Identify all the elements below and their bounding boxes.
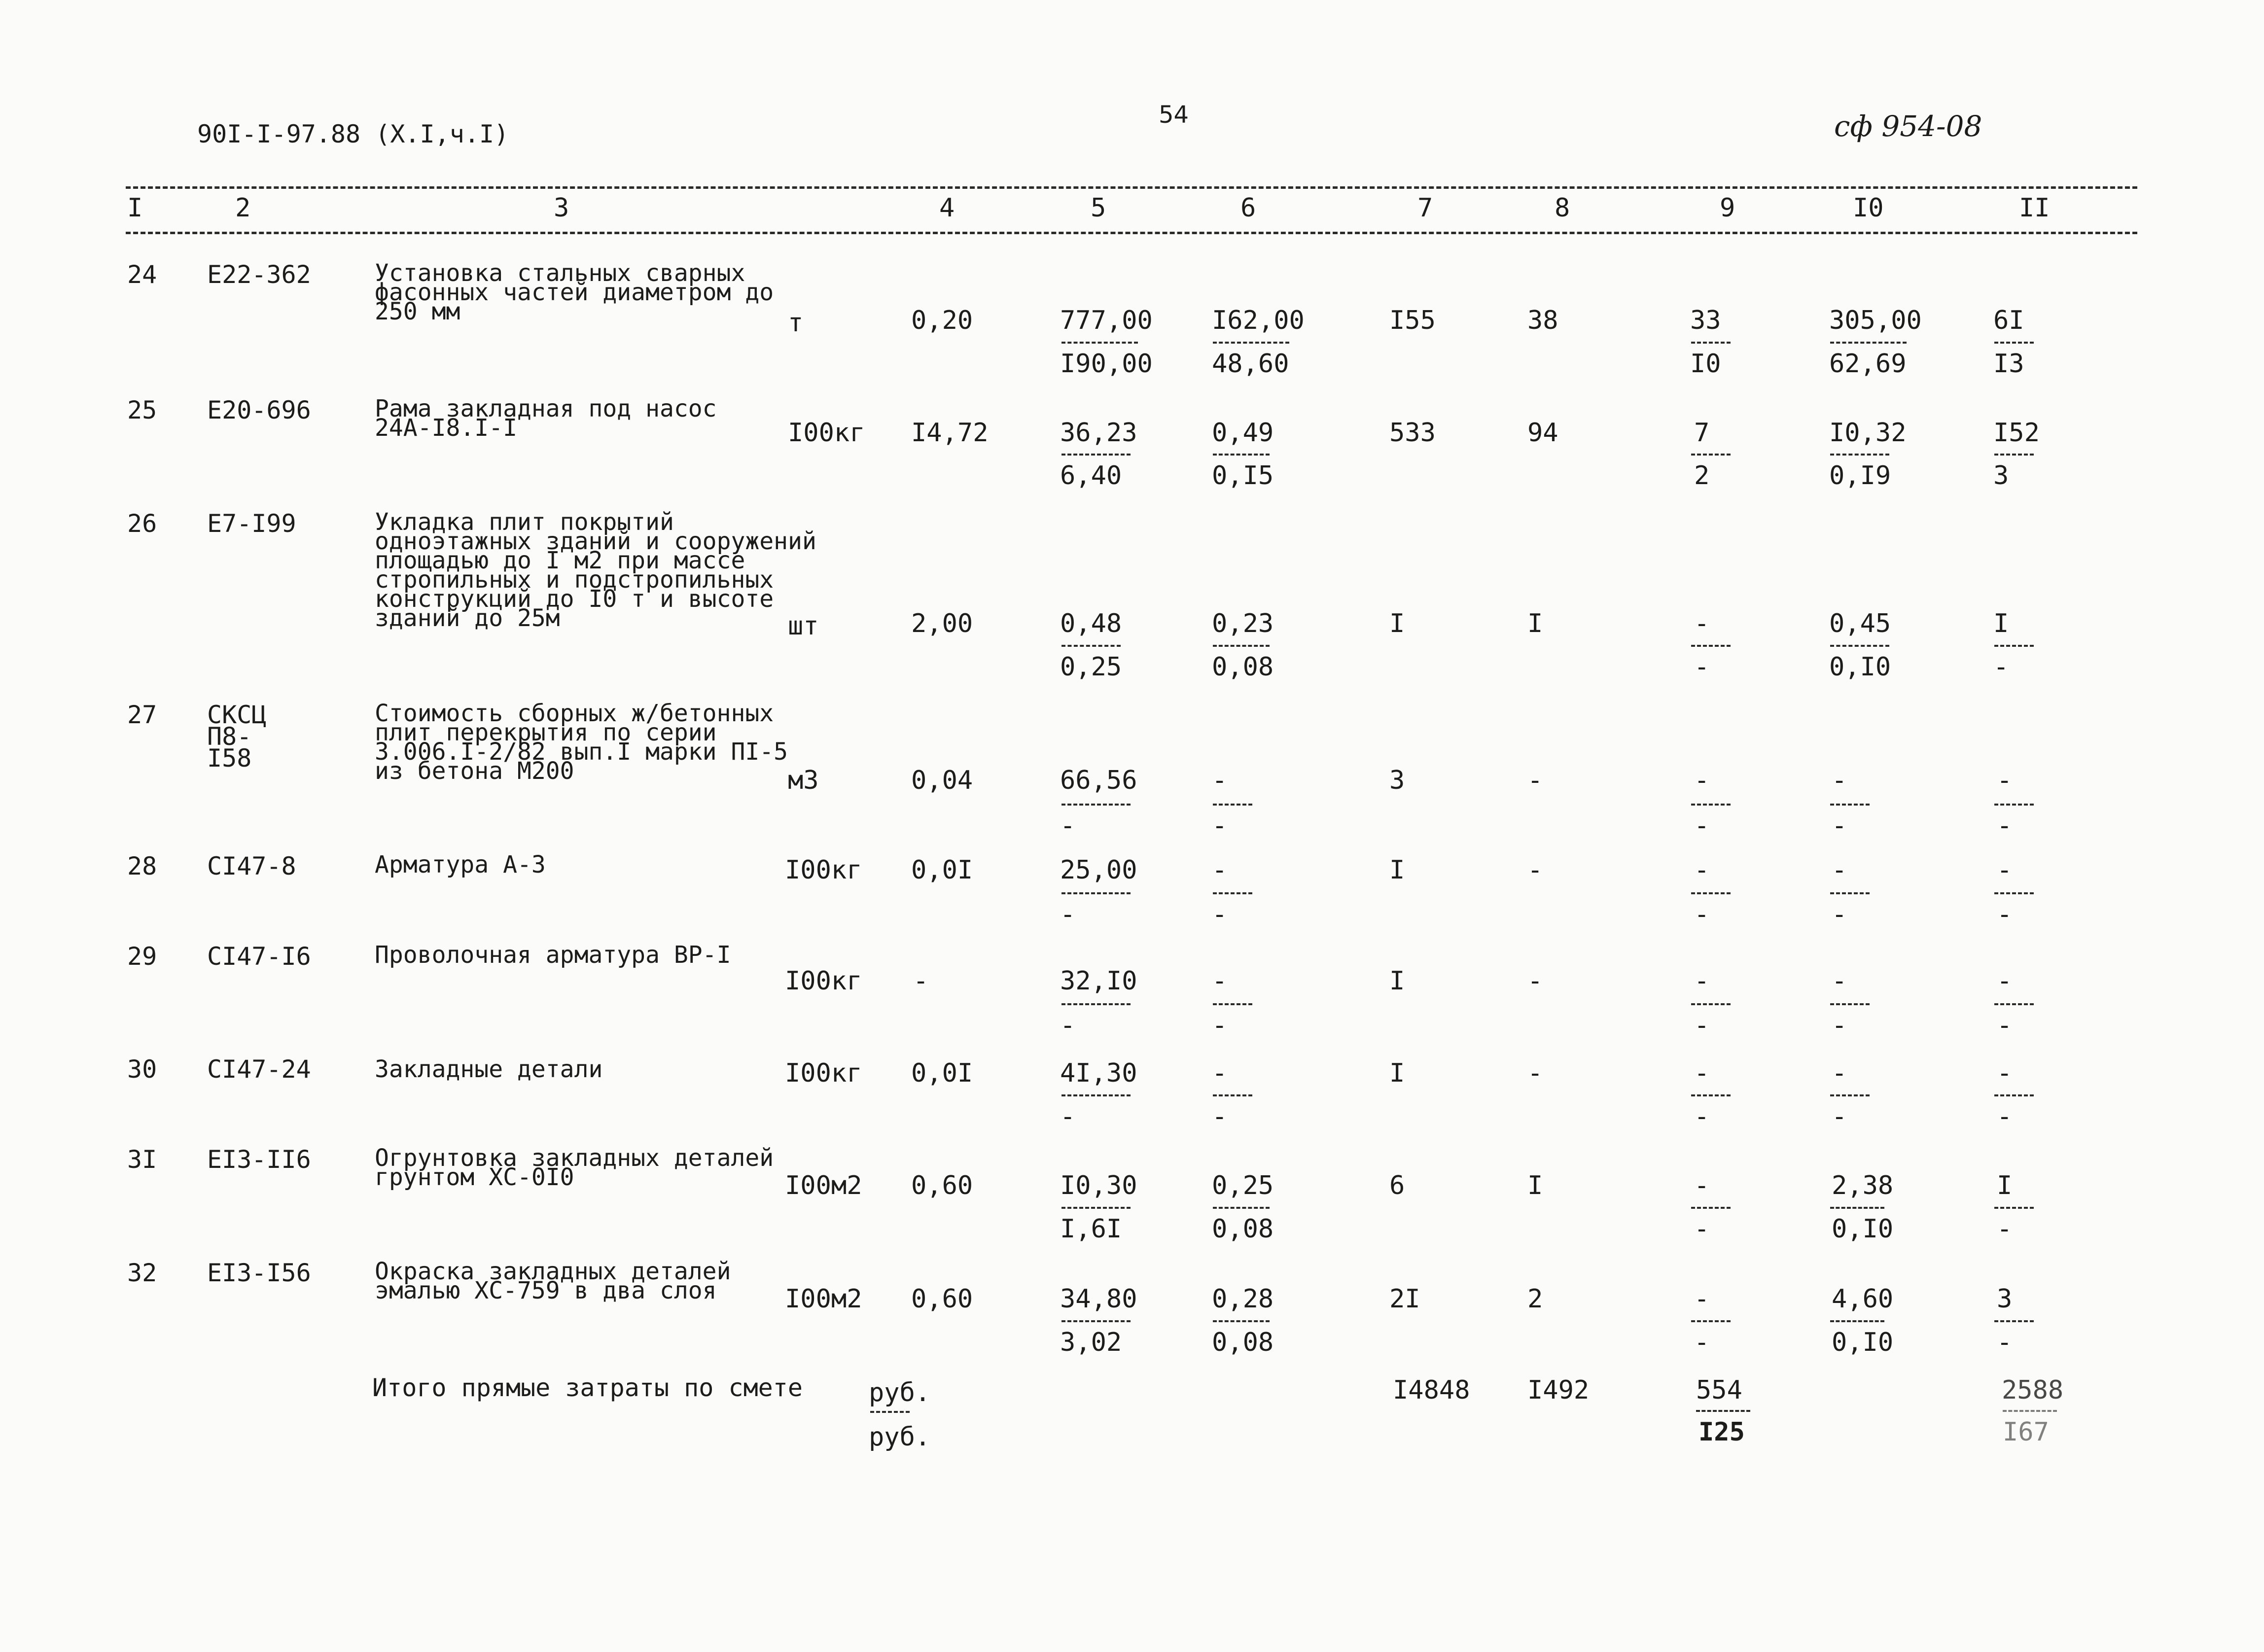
- col10-top: 305,00: [1829, 306, 1922, 335]
- fraction-line: [1061, 645, 1121, 647]
- fraction-line: [1061, 892, 1131, 894]
- fraction-line: [1061, 1003, 1131, 1005]
- col5-bottom: 0,25: [1060, 652, 1122, 682]
- fraction-line: [1213, 645, 1270, 647]
- rate-code: E22-362: [207, 260, 311, 289]
- col9-top: 7: [1694, 418, 1710, 448]
- fraction-line: [870, 1411, 910, 1413]
- col11-bottom: -: [1997, 1328, 2013, 1357]
- col8-value: 2: [1527, 1284, 1543, 1314]
- row-number: 3I: [127, 1145, 157, 1174]
- quantity: -: [913, 966, 929, 996]
- fraction-line: [1691, 1320, 1731, 1322]
- col8-value: I: [1527, 609, 1543, 638]
- col10-bottom: -: [1832, 1011, 1847, 1040]
- unit: I00м2: [785, 1171, 862, 1200]
- column-header-8: 8: [1555, 193, 1570, 223]
- col11-bottom: -: [1997, 900, 2013, 929]
- col7-value: I: [1389, 1058, 1405, 1088]
- col9-bottom: I0: [1690, 349, 1721, 379]
- fraction-line: [1696, 1410, 1750, 1412]
- col5-top: 25,00: [1060, 855, 1137, 885]
- quantity: 0,0I: [911, 1058, 973, 1088]
- col6-top: 0,49: [1212, 418, 1274, 448]
- column-header-4: 4: [939, 193, 955, 223]
- fraction-line: [1213, 1003, 1252, 1005]
- unit: I00кг: [785, 855, 862, 885]
- col7-value: I55: [1389, 306, 1436, 335]
- fraction-line: [1994, 892, 2034, 894]
- col11-top: I: [1997, 1171, 2013, 1200]
- col11-bottom: -: [1997, 1011, 2013, 1040]
- document-code: 90I-I-97.88 (X.I,ч.I): [197, 120, 509, 148]
- col10-top: -: [1832, 855, 1847, 885]
- col9-top: -: [1694, 1171, 1710, 1200]
- col5-bottom: -: [1060, 1011, 1076, 1040]
- fraction-line: [1830, 342, 1907, 344]
- fraction-line: [1994, 342, 2034, 344]
- column-header-5: 5: [1091, 193, 1106, 223]
- fraction-line: [1994, 454, 2034, 456]
- fraction-line: [1830, 454, 1889, 456]
- fraction-line: [1213, 454, 1270, 456]
- work-description: Проволочная арматура ВР-I: [375, 941, 731, 969]
- col10-top: 4,60: [1832, 1284, 1894, 1314]
- fraction-line: [1691, 892, 1731, 894]
- fraction-line: [1994, 1207, 2034, 1209]
- col5-top: 32,I0: [1060, 966, 1137, 996]
- fraction-line: [1213, 804, 1252, 806]
- col10-bottom: -: [1832, 900, 1847, 929]
- work-description: Установка стальных сварных фасонных частей диаметром до 250 мм: [375, 259, 774, 325]
- row-number: 26: [127, 509, 157, 538]
- fraction-line: [1830, 892, 1870, 894]
- total-col11-bottom: I67: [2003, 1417, 2049, 1447]
- fraction-line: [1061, 454, 1131, 456]
- col7-value: I: [1389, 855, 1405, 885]
- rate-code: E7-I99: [207, 509, 296, 538]
- row-number: 32: [127, 1259, 157, 1287]
- col5-top: 34,80: [1060, 1284, 1137, 1314]
- col8-value: -: [1527, 966, 1543, 996]
- col10-bottom: -: [1832, 811, 1847, 841]
- col11-top: I52: [1993, 418, 2040, 448]
- col5-bottom: I90,00: [1060, 349, 1153, 379]
- total-unit-top: руб.: [869, 1378, 931, 1407]
- fraction-line: [1830, 1207, 1884, 1209]
- col9-bottom: -: [1694, 652, 1710, 682]
- handwritten-stamp: сф 954-08: [1834, 109, 1982, 143]
- col6-bottom: 0,08: [1212, 1214, 1274, 1244]
- fraction-line: [1213, 342, 1289, 344]
- fraction-line: [1830, 1094, 1870, 1096]
- column-header-10: I0: [1853, 193, 1884, 223]
- col9-bottom: -: [1694, 1102, 1710, 1131]
- col9-top: -: [1694, 609, 1710, 638]
- rate-code: СI47-24: [207, 1055, 311, 1084]
- fraction-line: [1061, 1207, 1131, 1209]
- total-col8: I492: [1527, 1375, 1590, 1405]
- unit: м3: [788, 766, 819, 795]
- col10-top: -: [1832, 966, 1847, 996]
- col5-bottom: -: [1060, 1102, 1076, 1131]
- col5-bottom: 6,40: [1060, 461, 1122, 491]
- col11-bottom: -: [1997, 811, 2013, 841]
- quantity: 0,04: [911, 766, 973, 795]
- col5-top: 777,00: [1060, 306, 1153, 335]
- col10-bottom: 0,I9: [1829, 461, 1891, 491]
- fraction-line: [1061, 804, 1131, 806]
- page-number: 54: [1159, 101, 1189, 129]
- col11-bottom: -: [1997, 1214, 2013, 1244]
- col5-top: I0,30: [1060, 1171, 1137, 1200]
- col5-top: 36,23: [1060, 418, 1137, 448]
- col6-bottom: 0,I5: [1212, 461, 1274, 491]
- column-header-7: 7: [1417, 193, 1433, 223]
- fraction-line: [1213, 1094, 1252, 1096]
- col7-value: I: [1389, 966, 1405, 996]
- fraction-line: [1994, 1320, 2034, 1322]
- col11-bottom: -: [1997, 1102, 2013, 1131]
- total-label: Итого прямые затраты по смете: [372, 1373, 803, 1402]
- total-col9-bottom: I25: [1698, 1417, 1745, 1447]
- col9-top: -: [1694, 855, 1710, 885]
- col6-bottom: 48,60: [1212, 349, 1289, 379]
- table-header-rule: [126, 232, 2137, 234]
- fraction-line: [1691, 1003, 1731, 1005]
- quantity: 0,60: [911, 1171, 973, 1200]
- column-header-1: I: [127, 193, 143, 223]
- rate-code: СКСЦ П8-I58: [207, 701, 267, 773]
- col5-bottom: -: [1060, 811, 1076, 841]
- col5-bottom: I,6I: [1060, 1214, 1122, 1244]
- row-number: 24: [127, 260, 157, 289]
- work-description: Окраска закладных деталей эмалью ХС-759 в два слоя: [375, 1258, 731, 1304]
- col9-top: 33: [1690, 306, 1721, 335]
- col11-bottom: -: [1993, 652, 2009, 682]
- col6-top: I62,00: [1212, 306, 1305, 335]
- work-description: Арматура А-3: [375, 851, 546, 879]
- col5-bottom: 3,02: [1060, 1328, 1122, 1357]
- rate-code: EI3-I56: [207, 1259, 311, 1287]
- fraction-line: [1691, 804, 1731, 806]
- unit: I00м2: [785, 1284, 862, 1314]
- col9-bottom: -: [1694, 1328, 1710, 1357]
- total-col11-top: 2588: [2002, 1375, 2064, 1405]
- fraction-line: [1994, 1094, 2034, 1096]
- col9-bottom: 2: [1694, 461, 1710, 491]
- column-header-11: II: [2019, 193, 2050, 223]
- col9-bottom: -: [1694, 1214, 1710, 1244]
- col6-top: -: [1212, 766, 1228, 795]
- col11-bottom: 3: [1993, 461, 2009, 491]
- col9-top: -: [1694, 766, 1710, 795]
- row-number: 29: [127, 942, 157, 971]
- work-description: Закладные детали: [375, 1055, 603, 1083]
- col8-value: -: [1527, 766, 1543, 795]
- fraction-line: [1691, 645, 1731, 647]
- col11-top: -: [1997, 1058, 2013, 1088]
- work-description: Рама закладная под насос 24А-I8.I-I: [375, 395, 717, 442]
- row-number: 30: [127, 1055, 157, 1084]
- fraction-line: [1994, 645, 2034, 647]
- col6-top: -: [1212, 1058, 1228, 1088]
- fraction-line: [1994, 1003, 2034, 1005]
- rate-code: СI47-I6: [207, 942, 311, 971]
- col9-bottom: -: [1694, 900, 1710, 929]
- unit: I00кг: [785, 966, 862, 996]
- work-description: Стоимость сборных ж/бетонных плит перекрытия по серии 3.006.I-2/82 вып.I марки ПI-5 из бетона М200: [375, 700, 788, 785]
- col9-top: -: [1694, 1284, 1710, 1314]
- col11-top: I: [1993, 609, 2009, 638]
- fraction-line: [1830, 1003, 1870, 1005]
- fraction-line: [1213, 1320, 1270, 1322]
- unit: шт: [788, 611, 819, 641]
- col9-top: -: [1694, 1058, 1710, 1088]
- column-header-3: 3: [554, 193, 569, 223]
- fraction-line: [1061, 1320, 1131, 1322]
- col6-top: 0,28: [1212, 1284, 1274, 1314]
- col10-top: I0,32: [1829, 418, 1907, 448]
- quantity: 0,20: [911, 306, 973, 335]
- col6-bottom: 0,08: [1212, 652, 1274, 682]
- rate-code: E20-696: [207, 396, 311, 424]
- col5-bottom: -: [1060, 900, 1076, 929]
- fraction-line: [1061, 1094, 1131, 1096]
- work-description: Укладка плит покрытий одноэтажных зданий и сооружений площадью до I м2 при массе стропильных и подстропильных конструкций до I0 т и высоте зданий до 25м: [375, 508, 816, 632]
- col6-bottom: -: [1212, 1011, 1228, 1040]
- work-description: Огрунтовка закладных деталей грунтом ХС-0I0: [375, 1144, 774, 1191]
- unit: т: [788, 308, 804, 338]
- col8-value: -: [1527, 855, 1543, 885]
- row-number: 28: [127, 852, 157, 880]
- quantity: 0,0I: [911, 855, 973, 885]
- fraction-line: [1691, 342, 1731, 344]
- row-number: 25: [127, 396, 157, 424]
- col11-bottom: I3: [1993, 349, 2024, 379]
- col10-bottom: 0,I0: [1829, 652, 1891, 682]
- col5-top: 66,56: [1060, 766, 1137, 795]
- col8-value: I: [1527, 1171, 1543, 1200]
- col7-value: I: [1389, 609, 1405, 638]
- col7-value: 533: [1389, 418, 1436, 448]
- col6-top: -: [1212, 855, 1228, 885]
- col6-top: -: [1212, 966, 1228, 996]
- col6-bottom: -: [1212, 811, 1228, 841]
- rate-code: СI47-8: [207, 852, 296, 880]
- col9-bottom: -: [1694, 811, 1710, 841]
- col7-value: 2I: [1389, 1284, 1420, 1314]
- fraction-line: [1691, 1094, 1731, 1096]
- fraction-line: [1994, 804, 2034, 806]
- column-header-6: 6: [1240, 193, 1256, 223]
- total-unit-bottom: руб.: [869, 1422, 931, 1452]
- col11-top: -: [1997, 966, 2013, 996]
- col8-value: -: [1527, 1058, 1543, 1088]
- unit: I00кг: [788, 418, 865, 448]
- total-col9-top: 554: [1696, 1375, 1742, 1405]
- col7-value: 3: [1389, 766, 1405, 795]
- fraction-line: [2003, 1410, 2057, 1412]
- column-header-2: 2: [235, 193, 251, 223]
- fraction-line: [1691, 1207, 1731, 1209]
- quantity: I4,72: [911, 418, 989, 448]
- fraction-line: [1830, 804, 1870, 806]
- quantity: 2,00: [911, 609, 973, 638]
- fraction-line: [1691, 454, 1731, 456]
- col6-bottom: 0,08: [1212, 1328, 1274, 1357]
- col6-top: 0,25: [1212, 1171, 1274, 1200]
- col11-top: 3: [1997, 1284, 2013, 1314]
- col9-top: -: [1694, 966, 1710, 996]
- total-col7: I4848: [1393, 1375, 1470, 1405]
- col10-bottom: 0,I0: [1832, 1214, 1894, 1244]
- col11-top: -: [1997, 766, 2013, 795]
- col10-top: -: [1832, 766, 1847, 795]
- quantity: 0,60: [911, 1284, 973, 1314]
- table-top-rule: [126, 186, 2137, 189]
- col5-top: 4I,30: [1060, 1058, 1137, 1088]
- fraction-line: [1213, 892, 1252, 894]
- fraction-line: [1061, 342, 1138, 344]
- unit: I00кг: [785, 1058, 862, 1088]
- col6-bottom: -: [1212, 900, 1228, 929]
- col8-value: 38: [1527, 306, 1558, 335]
- col6-top: 0,23: [1212, 609, 1274, 638]
- row-number: 27: [127, 701, 157, 729]
- fraction-line: [1830, 1320, 1884, 1322]
- col5-top: 0,48: [1060, 609, 1122, 638]
- col9-bottom: -: [1694, 1011, 1710, 1040]
- col10-bottom: 62,69: [1829, 349, 1907, 379]
- fraction-line: [1830, 645, 1889, 647]
- col10-top: 0,45: [1829, 609, 1891, 638]
- col10-top: -: [1832, 1058, 1847, 1088]
- col11-top: -: [1997, 855, 2013, 885]
- rate-code: EI3-II6: [207, 1145, 311, 1174]
- fraction-line: [1213, 1207, 1270, 1209]
- col10-bottom: 0,I0: [1832, 1328, 1894, 1357]
- col11-top: 6I: [1993, 306, 2024, 335]
- col8-value: 94: [1527, 418, 1558, 448]
- column-header-9: 9: [1720, 193, 1735, 223]
- col7-value: 6: [1389, 1171, 1405, 1200]
- col6-bottom: -: [1212, 1102, 1228, 1131]
- col10-bottom: -: [1832, 1102, 1847, 1131]
- col10-top: 2,38: [1832, 1171, 1894, 1200]
